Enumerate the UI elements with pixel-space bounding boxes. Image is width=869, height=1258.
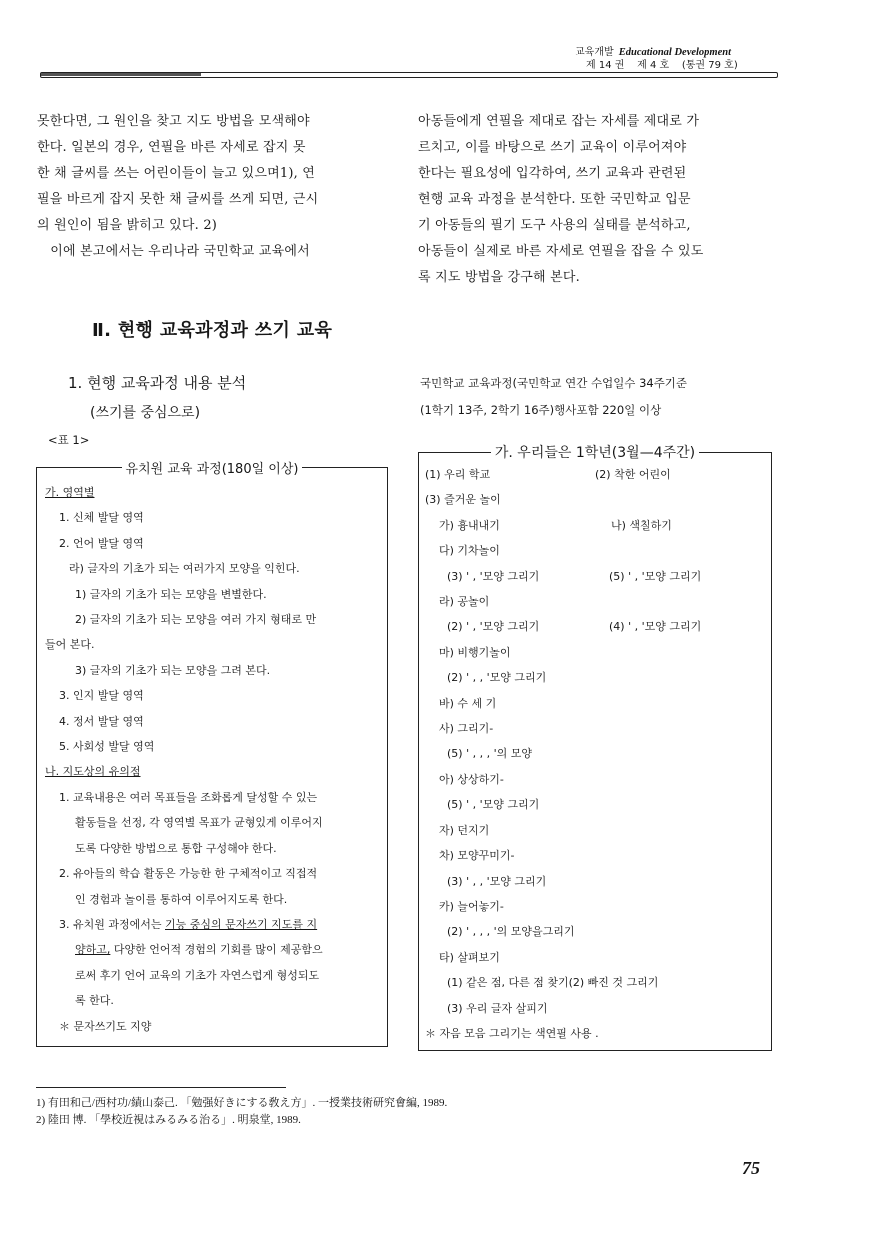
note-line: [45, 912, 385, 937]
note-line: 2. 유아들의 학습 활동은 가능한 한 구체적이고 직접적: [59, 867, 318, 881]
page-number: 75: [742, 1158, 760, 1178]
caption-line: 국민학교 교육과정(국민학교 연간 수업일수 34주기준: [420, 376, 688, 390]
list-item: 5. 사회성 발달 영역: [59, 740, 155, 754]
box-title-text: 가. 우리들은 1학년(3월—4주간): [491, 445, 699, 461]
box-title: [419, 442, 771, 462]
note-text: 다양한 언어적 경험의 기회를 많이 제공함으: [110, 943, 323, 957]
activity-item: 가) 흉내내기: [439, 518, 500, 532]
heading-by-area: 가. 영역별: [45, 486, 95, 499]
row: [425, 614, 769, 639]
journal-title-kr: 교육개발: [575, 47, 614, 58]
list-item: 2) 글자의 기초가 되는 모양을 여러 가지 형태로 만: [75, 613, 317, 627]
activity-item: 타) 살펴보기: [439, 950, 500, 964]
text-line: 한 채 글씨를 쓰는 어린이들이 늘고 있으며1), 연: [37, 166, 316, 181]
note-line: 활동들을 선정, 각 영역별 목표가 균형있게 이루어지: [75, 816, 323, 830]
list-item: 4. 정서 발달 영역: [59, 714, 144, 728]
note-line: ＊ 문자쓰기도 지양: [59, 1019, 152, 1033]
text-line: 현행 교육 과정을 분석한다. 또한 국민학교 입문: [418, 192, 691, 207]
footnote: 1) 有田和己/西村功/績山泰己. 「勉强好きにする敎え方」. 一授業技術研究會編, 1989.: [36, 1097, 448, 1109]
unit-item: (1) 우리 학교: [425, 468, 491, 481]
journal-title-en: Educational Development: [618, 47, 732, 58]
heading-guidance: 나. 지도상의 유의점: [45, 765, 141, 779]
unit-item: (3) 즐거운 놀이: [425, 493, 501, 507]
issue-info: 제 14 권 제 4 호 (통권 79 호): [586, 60, 738, 71]
footnotes: [36, 1095, 447, 1129]
list-item: 1) 글자의 기초가 되는 모양을 변별한다.: [75, 587, 267, 601]
note-line: ＊ 자음 모음 그리기는 색연필 사용 .: [425, 1026, 599, 1040]
box-title-text: 유치원 교육 과정(180일 이상): [122, 462, 303, 477]
kindergarten-curriculum-box: [36, 462, 388, 1047]
activity-item: 라) 공놀이: [439, 595, 490, 609]
shape-item: (3) ' , , '모양 그리기: [447, 874, 547, 888]
activity-item: 자) 던지기: [439, 823, 490, 837]
subsection-subtitle: (쓰기를 중심으로): [90, 405, 201, 421]
activity-item: 마) 비행기놀이: [439, 645, 511, 659]
section-title: Ⅱ. 현행 교육과정과 쓰기 교육: [92, 320, 333, 341]
header-rule: [40, 72, 778, 78]
subsection-title: 1. 현행 교육과정 내용 분석: [68, 374, 247, 392]
note-line: [45, 937, 385, 962]
left-intro-text: [37, 109, 389, 265]
list-item: 들어 본다.: [45, 638, 95, 652]
shape-item: (2) ' , , , '의 모양을그리기: [447, 925, 575, 939]
activity-item: 나) 색칠하기: [611, 518, 672, 532]
row: [425, 513, 769, 538]
footnote-rule: [36, 1087, 286, 1088]
curriculum-caption: [420, 370, 687, 424]
text-line: 한다. 일본의 경우, 연필을 바른 자세로 잡지 못: [37, 140, 306, 155]
activity-item: 아) 상상하기-: [439, 772, 504, 786]
shape-item: (2) ' , '모양 그리기: [447, 620, 540, 634]
list-item: 3) 글자의 기초가 되는 모양을 그려 본다.: [75, 663, 271, 677]
unit-item: (2) 착한 어린이: [595, 468, 671, 481]
first-grade-box: [418, 445, 772, 1051]
shape-item: (1) 같은 점, 다른 점 찾기(2) 빠진 것 그리기: [447, 976, 659, 990]
note-line: 로써 후기 언어 교육의 기초가 자연스럽게 형성되도: [75, 968, 320, 982]
right-intro-text: [418, 109, 774, 291]
shape-item: (2) ' , , '모양 그리기: [447, 671, 547, 685]
shape-item: (4) ' , '모양 그리기: [609, 620, 702, 634]
activity-item: 다) 기차놀이: [439, 544, 500, 558]
text-line: 기 아동들의 필기 도구 사용의 실태를 분석하고,: [418, 218, 691, 233]
footnote: 2) 陸田 博. 「學校近視はみるみる治る」. 明泉堂, 1989.: [36, 1114, 301, 1126]
note-underlined: 기능 중심의 문자쓰기 지도를 지: [165, 917, 318, 931]
note-text: 3. 유치원 과정에서는: [59, 917, 165, 931]
text-line: 한다는 필요성에 입각하여, 쓰기 교육과 관련된: [418, 166, 687, 181]
activity-item: 카) 늘어놓기-: [439, 899, 504, 913]
activity-item: 바) 수 세 기: [439, 696, 497, 710]
list-item: 라) 글자의 기초가 되는 여러가지 모양을 익힌다.: [69, 562, 300, 576]
text-line: 이에 본고에서는 우리나라 국민학교 교육에서: [37, 244, 310, 259]
note-line: 록 한다.: [75, 994, 114, 1008]
text-line: 의 원인이 됨을 밝히고 있다. 2): [37, 218, 218, 233]
shape-item: (3) ' , '모양 그리기: [447, 569, 540, 583]
shape-item: (5) ' , '모양 그리기: [609, 569, 702, 583]
note-line: 인 경험과 놀이를 통하여 이루어지도록 한다.: [75, 892, 288, 906]
list-item: 3. 인지 발달 영역: [59, 689, 144, 703]
text-line: 못한다면, 그 원인을 찾고 지도 방법을 모색해야: [37, 114, 310, 129]
row: [425, 564, 769, 589]
caption-line: (1학기 13주, 2학기 16주)행사포함 220일 이상: [420, 403, 662, 417]
shape-item: (5) ' , '모양 그리기: [447, 798, 540, 812]
text-line: 록 지도 방법을 강구해 본다.: [418, 270, 580, 285]
shape-item: (5) ' , , , '의 모양: [447, 747, 532, 761]
list-item: 1. 신체 발달 영역: [59, 511, 144, 525]
text-line: 아동들이 실제로 바른 자세로 연필을 잡을 수 있도: [418, 244, 704, 259]
note-underlined: 양하고,: [75, 943, 111, 957]
shape-item: (3) 우리 글자 살피기: [447, 1001, 548, 1015]
text-line: 아동들에게 연필을 제대로 잡는 자세를 제대로 가: [418, 114, 700, 129]
row: [425, 462, 769, 487]
list-item: 2. 언어 발달 영역: [59, 536, 144, 550]
activity-item: 사) 그리기-: [439, 722, 494, 736]
note-line: 1. 교육내용은 여러 목표들을 조화롭게 달성할 수 있는: [59, 790, 318, 804]
text-line: 르치고, 이를 바탕으로 쓰기 교육이 이루어져야: [418, 140, 687, 155]
activity-item: 차) 모양꾸미기-: [439, 849, 515, 863]
note-line: 도록 다양한 방법으로 통합 구성해야 한다.: [75, 841, 277, 855]
table-label: <표 1>: [48, 433, 90, 447]
text-line: 필을 바르게 잡지 못한 채 글씨를 쓰게 되면, 근시: [37, 192, 319, 207]
box-title: [37, 458, 387, 477]
